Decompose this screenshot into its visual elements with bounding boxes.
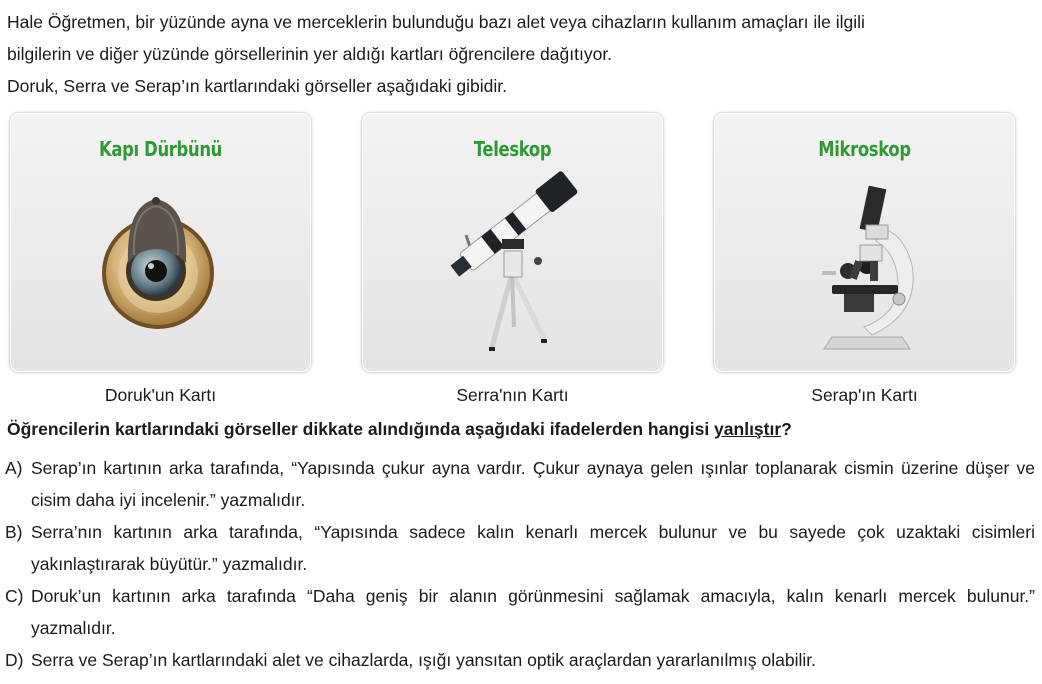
card-caption-doruk: Doruk'un Kartı <box>104 385 217 405</box>
intro-text <box>7 6 1037 102</box>
question-stem <box>7 419 792 440</box>
intro-line-3: Doruk, Serra ve Serap’ın kartlarındaki görseller aşağıdaki gibidir. <box>7 76 507 96</box>
option-letter: B) <box>5 522 23 542</box>
intro-line-1: Hale Öğretmen, bir yüzünde ayna ve merceklerin bulunduğu bazı alet veya cihazların kullanım amaçları ile ilgili <box>7 12 865 32</box>
card-serap <box>714 113 1015 372</box>
option-letter: C) <box>5 586 24 606</box>
option-text: Serap’ın kartının arka tarafında, “Yapısında çukur ayna vardır. Çukur aynaya gelen ışınlar toplanarak cismin üzerine düşer ve cisim daha iyi incelenir.” yazmalıdır. <box>31 458 1035 510</box>
card-title: Teleskop <box>473 137 552 161</box>
card-doruk <box>10 113 311 372</box>
card-serra <box>362 113 663 372</box>
option-text: Serra ve Serap’ın kartlarındaki alet ve cihazlarda, ışığı yansıtan optik araçlardan yararlanılmış olabilir. <box>31 650 816 670</box>
intro-line-2: bilgilerin ve diğer yüzünde görsellerinin yer aldığı kartları öğrencilere dağıtıyor. <box>7 44 613 64</box>
card-caption-serra: Serra'nın Kartı <box>456 385 569 405</box>
option-letter: A) <box>5 458 23 478</box>
option-a[interactable] <box>5 452 1035 516</box>
card-caption-serap: Serap'ın Kartı <box>811 385 918 405</box>
option-text: Doruk’un kartının arka tarafında “Daha geniş bir alanın görünmesini sağlamak amacıyla, kalın kenarlı mercek bulunur.” yazmalıdır. <box>31 586 1035 638</box>
option-b[interactable] <box>5 516 1035 580</box>
card-title: Kapı Dürbünü <box>98 137 223 161</box>
option-letter: D) <box>5 650 24 670</box>
question-end: ? <box>781 419 792 439</box>
option-c[interactable] <box>5 580 1035 644</box>
question-text: Öğrencilerin kartlarındaki görseller dikkate alındığında aşağıdaki ifadelerden hangisi <box>7 419 715 439</box>
question-emphasis: yanlıştır <box>714 419 782 439</box>
option-d[interactable] <box>5 644 1035 676</box>
answer-options <box>5 452 1035 676</box>
option-text: Serra’nın kartının arka tarafında, “Yapısında sadece kalın kenarlı mercek bulunur ve bu sayede çok uzaktaki cisimleri yakınlaştırarak büyütür.” yazmalıdır. <box>31 522 1035 574</box>
card-title: Mikroskop <box>818 137 911 161</box>
